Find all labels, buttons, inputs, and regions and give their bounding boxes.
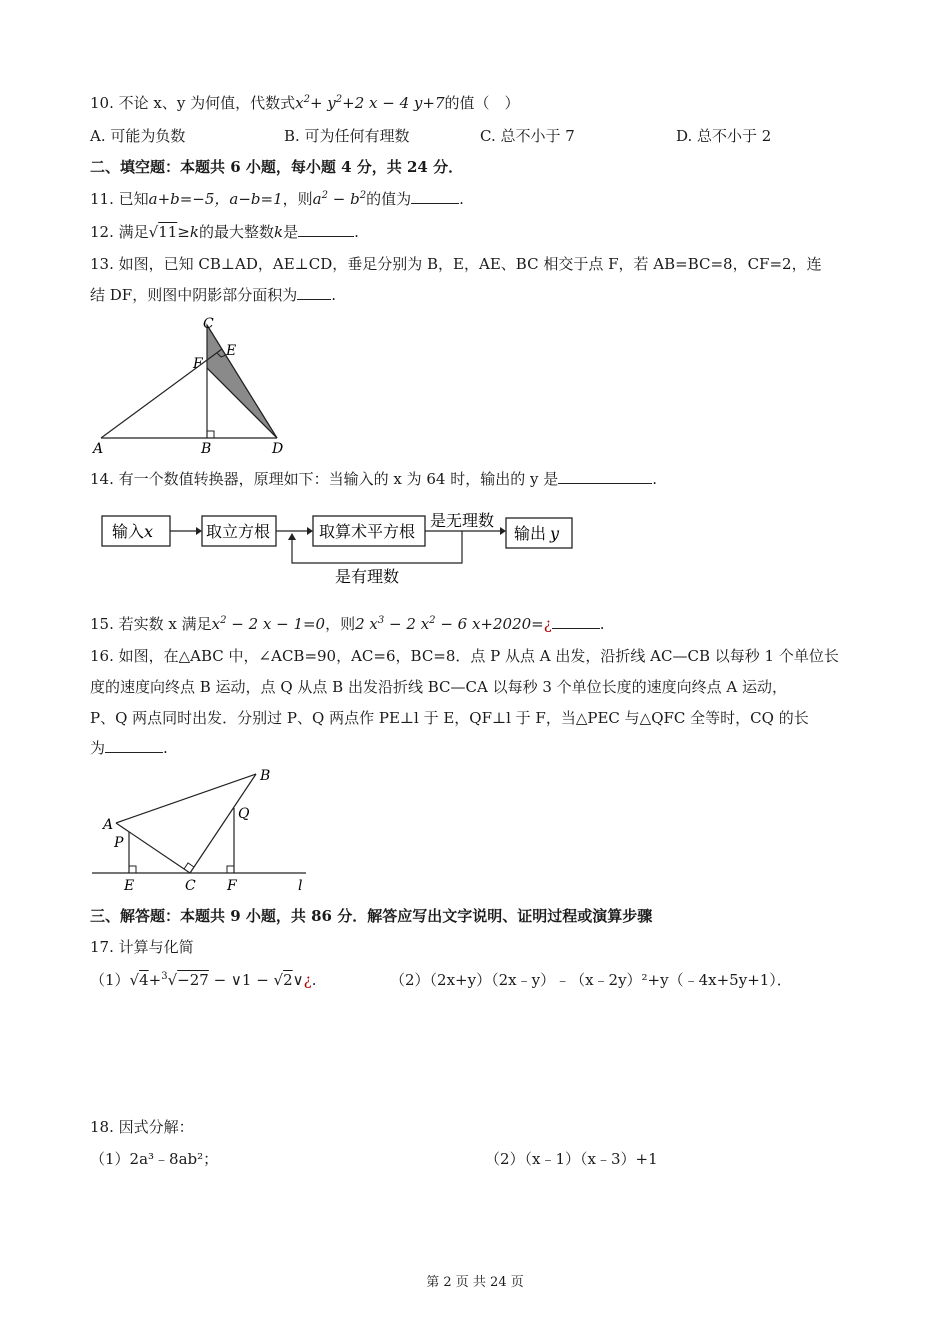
page-footer: 第 2 页 共 24 页 <box>426 1275 524 1290</box>
q15-expression: 2 $x^3 - 2$ $x^2 - 6$ x+2020= <box>355 615 544 633</box>
q10-option-d: D. 总不小于 2 <box>676 127 772 145</box>
q16-label-a: A <box>103 817 114 833</box>
q15-mid: ，则 <box>325 615 356 633</box>
q18-part1: （1）2a³﹣8ab²； <box>90 1150 219 1168</box>
flow-feedback-arrowhead <box>288 533 296 540</box>
q16-line4: 为 . <box>90 739 168 757</box>
q16-figure <box>88 762 318 900</box>
q13-segment-fd <box>207 368 277 438</box>
q11-prefix: 11. 已知 <box>90 190 149 208</box>
q17-part1: （1）√4+$^3$√−27 − ∨1 − √2∨¿. <box>90 971 317 989</box>
q13-line2: 结 DF，则图中阴影部分面积为 . <box>90 286 336 304</box>
q16-line1: 16. 如图，在△ABC 中，∠ACB=90，AC=6，BC=8．点 P 从点 A 出发，沿折线 AC—CB 以每秒 1 个单位长 <box>90 647 839 665</box>
q16-label-b: B <box>260 768 271 784</box>
flow-arrowhead-2 <box>307 527 313 535</box>
q13-line1: 13. 如图，已知 CB⊥AD，AE⊥CD，垂足分别为 B，E，AE、BC 相交于点 F，若 AB=BC=8，CF=2，连 <box>90 255 822 273</box>
q12-answer-blank <box>298 222 354 237</box>
q16-right-angle-e <box>129 866 136 873</box>
q12-suffix: 是 <box>283 223 299 241</box>
q13-segment-ae <box>101 349 222 438</box>
q10-expression: $x^2+ y^2+2$ x − 4 y+7 <box>295 94 445 112</box>
q13-label-c: C <box>203 316 214 332</box>
q12-var: k <box>273 223 284 241</box>
q11: 11. 已知a+b=−5，a−b=1，则$a^2 - b^2$的值为 . <box>90 190 464 208</box>
q16-label-c: C <box>185 878 196 894</box>
q10-stem-text: 10. 不论 x、y 为何值，代数式 <box>90 94 296 112</box>
q18-title: 18. 因式分解： <box>90 1118 194 1136</box>
q15: 15. 若实数 x 满足$x^2 - 2$ x − 1=0，则2 $x^3 - 2$ $x^2 - 6$ x+2020=¿ . <box>90 615 605 633</box>
q10-option-b: B. 可为任何有理数 <box>284 127 410 145</box>
q14: 14. 有一个数值转换器，原理如下：当输入的 x 为 64 时，输出的 y 是 . <box>90 470 658 488</box>
flow-rational-label: 是有理数 <box>335 567 400 586</box>
q11-expression: $a^2 - b^2$ <box>312 190 367 208</box>
q14-flowchart <box>100 508 580 590</box>
flow-input-label: 输入x <box>112 522 154 541</box>
q16-line2: 度的速度向终点 B 运动，点 Q 从点 B 出发沿折线 BC—CA 以每秒 3 个单位长度的速度向终点 A 运动， <box>90 678 788 696</box>
q11-suffix: 的值为 <box>366 190 412 208</box>
q18-part2: （2）（x﹣1）（x﹣3）+1 <box>485 1150 658 1168</box>
q12: 12. 满足√11≥k的最大整数k是 . <box>90 223 359 241</box>
q10-option-a: A. 可能为负数 <box>90 127 186 145</box>
q16-answer-blank <box>105 738 163 753</box>
q13-answer-blank <box>297 285 331 300</box>
q17-part1-mark: ¿ <box>303 971 312 989</box>
q17-part1-expression: √4+$^3$√−27 − ∨1 − √2∨ <box>129 971 304 989</box>
flow-output-label: 输出 y <box>514 524 560 543</box>
q13-line2-text: 结 DF，则图中阴影部分面积为 <box>90 286 298 304</box>
q10-stem <box>90 93 520 113</box>
q11-answer-blank <box>411 189 459 204</box>
q13-figure <box>90 312 300 462</box>
q14-answer-blank <box>558 469 652 484</box>
q10-option-c: C. 总不小于 7 <box>480 127 575 145</box>
q16-right-angle-c <box>184 863 194 869</box>
q16-segment-ab <box>116 774 256 823</box>
q10-tail: 的值（ ） <box>444 94 520 112</box>
section-2-heading: 二、填空题：本题共 6 小题，每小题 4 分，共 24 分． <box>90 158 464 176</box>
section-3-heading: 三、解答题：本题共 9 小题，共 86 分．解答应写出文字说明、证明过程或演算步骤 <box>90 907 653 925</box>
q12-prefix: 12. 满足 <box>90 223 149 241</box>
q16-segment-ac <box>116 823 190 873</box>
q12-inequality: √11≥k <box>148 223 199 241</box>
q15-answer-blank <box>552 614 600 629</box>
q14-text: 14. 有一个数值转换器，原理如下：当输入的 x 为 64 时，输出的 y 是 <box>90 470 559 488</box>
q16-label-e: E <box>124 878 135 894</box>
q16-label-l: l <box>298 878 303 894</box>
flow-cube-root-label: 取立方根 <box>206 522 271 541</box>
q15-condition: $x^2 - 2$ x − 1=0 <box>211 615 326 633</box>
q17-part1-label: （1） <box>90 971 130 989</box>
q16-right-angle-f <box>227 866 234 873</box>
q16-line3: P、Q 两点同时出发．分别过 P、Q 两点作 PE⊥l 于 E，QF⊥l 于 F，当△PEC 与△QFC 全等时，CQ 的长 <box>90 709 809 727</box>
flow-irrational-label: 是无理数 <box>430 511 495 530</box>
q16-segment-cb <box>190 774 256 873</box>
flow-sqrt-label: 取算术平方根 <box>319 522 416 541</box>
q12-mid: 的最大整数 <box>198 223 274 241</box>
q11-mid: ，则 <box>282 190 313 208</box>
q16-label-p: P <box>114 835 124 851</box>
q13-label-e: E <box>226 343 237 359</box>
q15-prefix: 15. 若实数 x 满足 <box>90 615 212 633</box>
q16-line4-text: 为 <box>90 739 106 757</box>
q11-condition: a+b=−5，a−b=1 <box>148 190 283 208</box>
q16-label-f: F <box>227 878 237 894</box>
flow-arrowhead-1 <box>196 527 202 535</box>
q15-mark: ¿ <box>543 615 552 633</box>
q13-segment-cd <box>207 325 277 438</box>
q13-label-f: F <box>193 356 203 372</box>
q13-label-b: B <box>201 441 212 457</box>
q13-label-d: D <box>272 441 284 457</box>
q13-right-angle-b <box>207 431 214 438</box>
q13-label-a: A <box>93 441 104 457</box>
q17-title: 17. 计算与化简 <box>90 938 194 956</box>
q16-label-q: Q <box>238 806 250 822</box>
q17-part2: （2）（2x+y）（2x﹣y）﹣（x﹣2y）²+y（﹣4x+5y+1）． <box>390 971 792 989</box>
flow-arrowhead-3 <box>500 527 506 535</box>
